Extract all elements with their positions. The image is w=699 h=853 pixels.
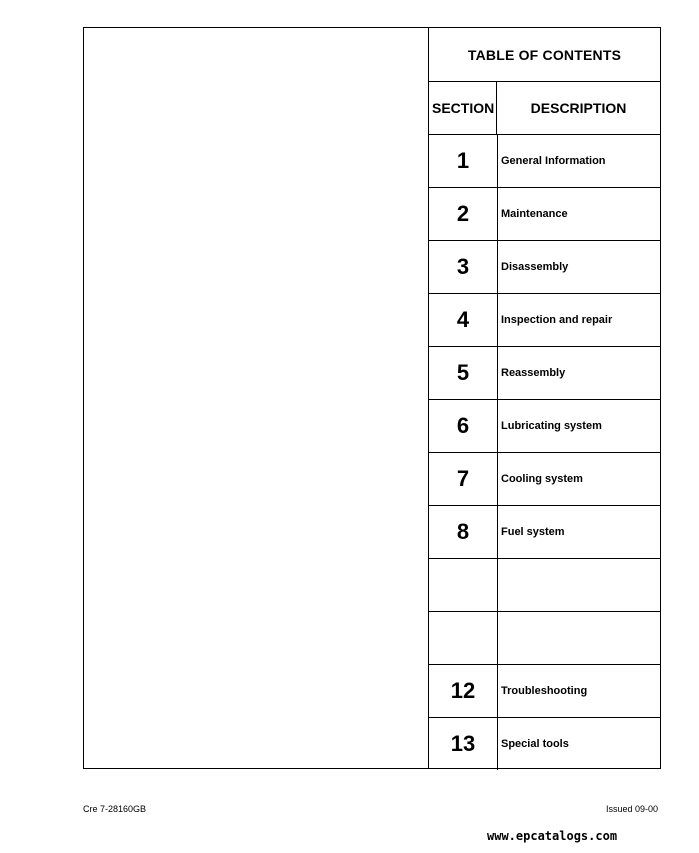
document-frame	[83, 27, 661, 769]
toc-row	[429, 241, 660, 294]
toc-row	[429, 453, 660, 506]
section-number: 4	[429, 294, 498, 346]
toc-row-empty	[429, 559, 660, 612]
section-number: 5	[429, 347, 498, 399]
section-description: Special tools	[501, 738, 569, 750]
section-number: 3	[429, 241, 498, 293]
section-number: 7	[429, 453, 498, 505]
toc-row	[429, 188, 660, 241]
section-description: Fuel system	[501, 526, 565, 538]
section-number: 12	[429, 665, 498, 717]
toc-row	[429, 135, 660, 188]
section-description: Troubleshooting	[501, 685, 588, 697]
section-description	[498, 612, 660, 664]
blank-panel	[84, 28, 429, 768]
section-number: 8	[429, 506, 498, 558]
section-column-header: SECTION	[429, 82, 497, 134]
toc-title: TABLE OF CONTENTS	[429, 28, 660, 82]
section-description: General Information	[501, 155, 606, 167]
toc-row	[429, 294, 660, 347]
description-column-header: DESCRIPTION	[530, 100, 627, 116]
section-description: Lubricating system	[501, 420, 602, 432]
section-description	[498, 559, 660, 611]
toc-row	[429, 347, 660, 400]
section-description: Inspection and repair	[501, 314, 613, 326]
section-number: 1	[429, 135, 498, 187]
section-number	[429, 612, 498, 664]
toc-header-row	[429, 82, 660, 135]
document-code: Cre 7-28160GB	[83, 804, 147, 814]
toc-row	[429, 718, 660, 770]
section-number: 2	[429, 188, 498, 240]
section-description: Cooling system	[501, 473, 583, 485]
toc-row	[429, 506, 660, 559]
toc-row	[429, 400, 660, 453]
section-number: 13	[429, 718, 498, 770]
toc-row	[429, 665, 660, 718]
section-number	[429, 559, 498, 611]
section-number: 6	[429, 400, 498, 452]
toc-row-empty	[429, 612, 660, 665]
section-description: Disassembly	[501, 261, 569, 273]
section-description: Maintenance	[501, 208, 568, 220]
watermark-url: www.epcatalogs.com	[487, 829, 618, 843]
issue-date: Issued 09-00	[605, 804, 658, 814]
section-description: Reassembly	[501, 367, 566, 379]
table-of-contents	[429, 28, 660, 768]
